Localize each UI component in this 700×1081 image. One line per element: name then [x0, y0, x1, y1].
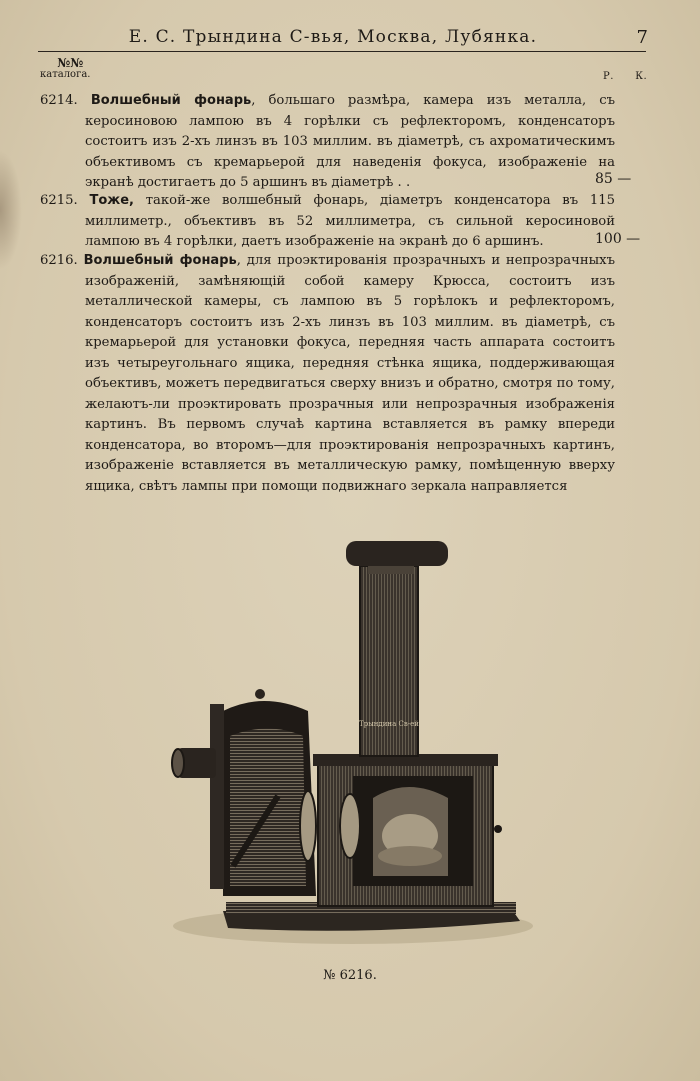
- entry-title: Волшебный фонарь: [83, 253, 237, 268]
- entry-title: Волшебный фонарь: [90, 93, 252, 108]
- entry-text: , большаго размѣра, камера изъ металла, съ керосиновою лампою въ 4 горѣлки съ рефлекторомъ, конденсаторъ состоитъ изъ 2-хъ линзъ въ 103 миллим. въ діаметрѣ, съ ахроматическимъ объективомъ съ кремарьерой для наведенія фокуса, изображеніе на экранѣ достигаетъ до 5 аршинъ въ діаметрѣ . .: [85, 93, 615, 190]
- entry-title: Тоже,: [89, 193, 134, 208]
- header-title: Е. С. Трындина С-вья, Москва, Лубянка.: [128, 27, 538, 47]
- catalog-entry-6214: [40, 91, 615, 194]
- catalog-entry-6216: [40, 251, 615, 497]
- kop-label: К.: [635, 71, 648, 82]
- entry-number: 6216.: [40, 253, 78, 268]
- page-number: 7: [636, 27, 648, 48]
- chimney-label: Трындина Св-ей: [359, 720, 419, 728]
- header-rule: [38, 51, 646, 52]
- figure-caption: № 6216.: [323, 968, 377, 983]
- entry-text: , для проэктированія прозрачныхъ и непрозрачныхъ изображеній, замѣняющій собой камеру Крюсса, состоитъ изъ металлической камеры, съ лампою въ 5 горѣлокъ и рефлекторомъ, конденсаторъ состоитъ изъ 2-хъ линзъ въ 103 миллим. въ діаметрѣ, съ кремарьерой для установки фокуса, передняя часть аппарата состоитъ изъ четыреугольнаго ящика, передняя стѣнка ящика, поддерживающая объективъ, можетъ передвигаться сверху внизъ и обратно, смотря по тому, желаютъ-ли проэктировать прозрачныя или непрозрачныя изображенія картинъ. Въ первомъ случаѣ картина вставляется въ рамку впереди конденсатора, во второмъ—для проэктированія непрозрачныхъ картинъ, изображеніе вставляется въ металлическую рамку, помѣщенную вверху ящика, свѣтъ лампы при помощи подвижнаго зеркала направляется: [85, 253, 615, 494]
- catalog-label: каталога.: [40, 69, 91, 80]
- page-header: [38, 27, 648, 51]
- rub-label: Р.: [603, 71, 614, 82]
- entry-text: такой-же волшебный фонарь, діаметръ конденсатора въ 115 миллиметр., объективъ въ 52 миллиметра, съ сильной керосиновой лампою въ 4 горѣлки, даетъ изображеніе на экранѣ до 6 аршинъ.: [85, 193, 615, 249]
- entry-price-6214: 85 —: [595, 171, 632, 187]
- entry-price-6215: 100 —: [595, 231, 641, 247]
- price-column-label: [603, 71, 647, 82]
- catalog-entry-6215: [40, 191, 615, 253]
- entry-number: 6214.: [40, 93, 78, 108]
- catalog-num-mark: №№: [57, 56, 84, 70]
- page-edge-shadow: [0, 150, 22, 270]
- entry-number: 6215.: [40, 193, 78, 208]
- magic-lantern-illustration: [168, 536, 548, 948]
- catalog-number-column-label: [40, 58, 90, 80]
